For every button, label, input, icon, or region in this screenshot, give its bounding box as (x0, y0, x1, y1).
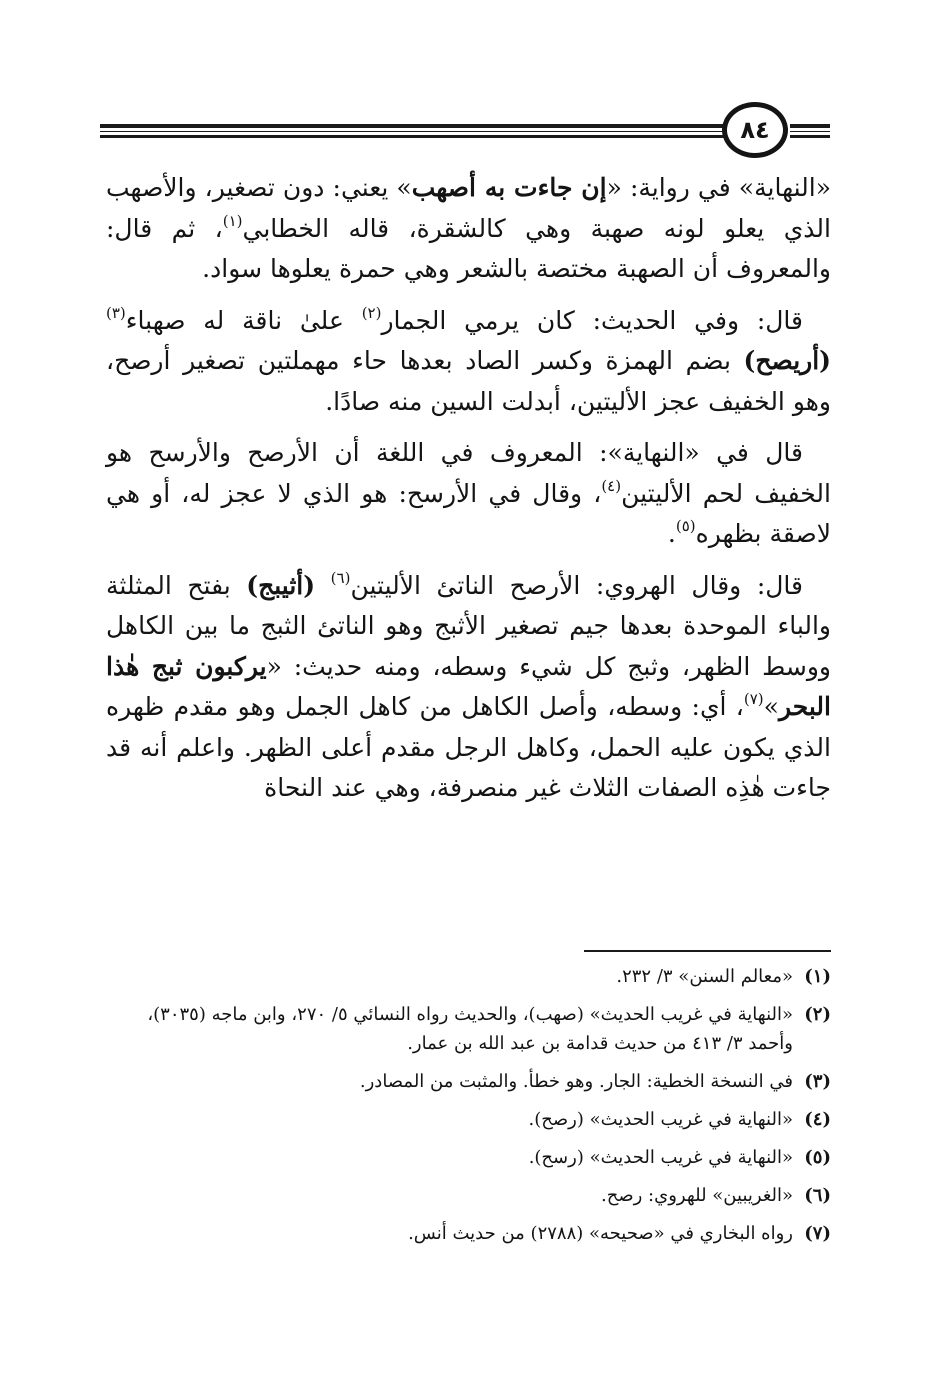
footnote-number: (١) (804, 966, 831, 987)
footnotes (106, 962, 831, 1257)
footnote-text: «الغريبين» للهروي: رصح. (601, 1185, 793, 1206)
footnote (106, 1000, 831, 1058)
body-paragraph (106, 168, 831, 290)
footnote (106, 1067, 831, 1096)
text-run: » (763, 692, 779, 721)
bold-phrase: (أثيبج) (246, 570, 316, 600)
footnote (106, 962, 831, 991)
bold-phrase: (أريصح) (743, 346, 831, 375)
footnote-text: «النهاية في غريب الحديث» (رصح). (528, 1109, 793, 1130)
header-rule (790, 131, 830, 132)
footnote-ref[interactable]: (٤) (601, 476, 622, 495)
text-run: ، وقال في الأرسح: هو الذي لا عجز له، أو هي لاصقة بظهره (106, 478, 831, 548)
footnote-number: (٧) (804, 1223, 831, 1244)
text-run: علىٰ ناقة له صهباء (125, 305, 362, 335)
footnote-text: رواه البخاري في «صحيحه» (٢٧٨٨) من حديث أنس. (408, 1223, 793, 1244)
header-rule (100, 135, 725, 138)
footnote (106, 1105, 831, 1134)
footnote-number: (٤) (804, 1109, 831, 1130)
header-rule (100, 124, 725, 128)
footnote-ref[interactable]: (٥) (675, 517, 696, 535)
page-number-badge (722, 102, 788, 158)
text-run: » يعني: دون تصغير، والأصهب الذي يعلو لونه صهبة وهي كالشقرة، قاله الخطابي (106, 173, 831, 243)
text-run: قال: وقال الهروي: الأرصح الناتئ الأليتين (350, 570, 803, 600)
header-rule (790, 124, 830, 128)
footnote-separator (584, 950, 831, 952)
text-run: بفتح المثلثة والباء الموحدة بعدها جيم تصغير الأثبج وهو الناتئ الثبج ما بين الكاهل ووسط الظهر، وثبج كل شيء وسطه، ومنه حديث: « (106, 570, 831, 681)
text-run: . (667, 519, 676, 548)
footnote-text: «النهاية في غريب الحديث» (رسح). (528, 1147, 793, 1168)
footnote-number: (٢) (804, 1004, 831, 1025)
text-run: ، ثم قال: والمعروف أن الصهبة مختصة بالشعر وهي حمرة يعلوها سواد. (106, 213, 831, 283)
bold-phrase: إن جاءت به أصهب (411, 173, 607, 202)
text-run: قال في «النهاية»: المعروف في اللغة أن الأرصح والأرسح هو الخفيف لحم الأليتين (106, 438, 831, 508)
footnote-ref[interactable]: (٣) (106, 303, 126, 322)
footnote-number: (٣) (804, 1071, 831, 1092)
text-run: ، أي: وسطه، وأصل الكاهل من كاهل الجمل وهو مقدم ظهره الذي يكون عليه الحمل، وكاهل الرجل مقدم أعلى الظهر. واعلم أنه قد جاءت هٰذِه الصفات الثلاث غير منصرفة، وهي عند النحاة (106, 692, 831, 802)
body-paragraph (106, 566, 831, 809)
text-run: «النهاية» في رواية: « (606, 173, 831, 202)
page-number: ٨٤ (740, 116, 770, 144)
body-paragraph (106, 433, 831, 555)
text-run: قال: وفي الحديث: كان يرمي الجمار (381, 305, 803, 335)
footnote-text: «النهاية في غريب الحديث» (صهب)، والحديث رواه النسائي ٥/ ٢٧٠، وابن ماجه (٣٠٣٥)، وأحمد ٣/ ٤١٣ من حديث قدامة بن عبد الله بن عمار. (147, 1004, 793, 1054)
main-text (106, 168, 831, 820)
footnote-text: في النسخة الخطية: الجار. وهو خطأ. والمثبت من المصادر. (359, 1071, 793, 1092)
footnote (106, 1219, 831, 1248)
footnote-ref[interactable]: (٧) (743, 690, 764, 708)
footnote (106, 1181, 831, 1210)
footnote-text: «معالم السنن» ٣/ ٢٣٢. (616, 966, 793, 987)
footnote-number: (٦) (804, 1185, 831, 1206)
body-paragraph (106, 301, 831, 423)
footnote-ref[interactable]: (٢) (361, 303, 382, 322)
text-run: بضم الهمزة وكسر الصاد بعدها حاء مهملتين تصغير أرصح، وهو الخفيف عجز الأليتين، أبدلت السين منه صادًا. (106, 346, 831, 416)
header-rule (790, 135, 830, 138)
bold-phrase: يركبون ثبج هٰذا البحر (106, 651, 831, 721)
footnote-number: (٥) (804, 1147, 831, 1168)
footnote-ref[interactable]: (٦) (330, 568, 351, 587)
header-rule (100, 131, 725, 132)
footnote-ref[interactable]: (١) (222, 211, 243, 230)
page-header (100, 100, 830, 160)
text-run (315, 571, 331, 600)
footnote (106, 1143, 831, 1172)
